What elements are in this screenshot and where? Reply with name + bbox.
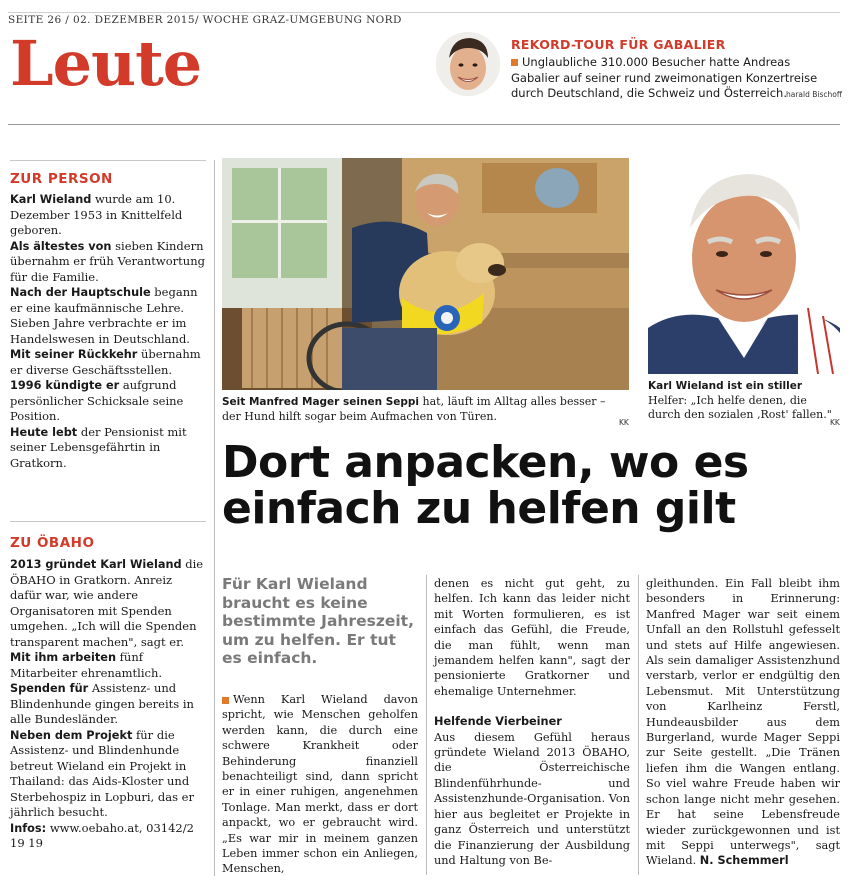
- bullet-square-icon: [511, 59, 518, 66]
- article-lead: Für Karl Wieland braucht es keine bestimmte Jahreszeit, um zu helfen. Er tut es einfach.: [222, 575, 414, 667]
- obaho-fact: Spenden für Assistenz- und Blindenhunde gingen bereits in alle Bundesländer.: [10, 681, 194, 726]
- obaho-heading: ZU ÖBAHO: [10, 535, 95, 551]
- person-fact: Heute lebt der Pensionist mit seiner Lebensgefährtin in Gratkorn.: [10, 424, 187, 470]
- obaho-fact: Mit ihm arbeiten fünf Mitarbeiter ehrenamtlich.: [10, 650, 163, 680]
- person-fact: Als ältestes von sieben Kindern übernahm er früh Verantwortung für die Familie.: [10, 238, 205, 284]
- obaho-fact: Infos: www.oebaho.at, 03142/2 19 19: [10, 820, 194, 850]
- top-rule: [8, 12, 840, 13]
- portrait-credit: KK: [830, 418, 840, 427]
- section-title: Leute: [10, 27, 202, 100]
- teaser-photo: [436, 32, 500, 96]
- person-facts: [10, 192, 206, 471]
- sidebar-rule-top: [10, 160, 206, 161]
- column-divider-2: [638, 575, 639, 875]
- article-column-3: [646, 576, 840, 869]
- teaser-body: Unglaubliche 310.000 Besucher hatte Andreas Gabalier auf seiner rund zweimonatigen Konzertreise durch Deutschland, die Schweiz und Österreich.: [511, 55, 818, 100]
- person-heading: ZUR PERSON: [10, 171, 113, 187]
- column-2-text-b: Aus diesem Gefühl heraus gründete Wieland 2013 ÖBAHO, die Österreichische Blindenführhunde- und Assistenzhunde-Organisation. Von hier aus begleitet er Projekte in ganz Österreich und unterstützt die Finanzierung der Ausbildung und Haltung von Be-: [434, 730, 630, 867]
- person-fact: Mit seiner Rückkehr übernahm er diverse Geschäftsstellen.: [10, 347, 201, 377]
- person-fact: Karl Wieland wurde am 10. Dezember 1953 in Knittelfeld geboren.: [10, 192, 183, 237]
- main-photo-credit: KK: [619, 418, 629, 427]
- page-line: SEITE 26 / 02. DEZEMBER 2015/ WOCHE GRAZ-UMGEBUNG NORD: [8, 14, 402, 26]
- sidebar-divider: [214, 160, 215, 876]
- article-column-2: [434, 576, 630, 868]
- header-rule: [8, 124, 840, 125]
- person-fact: Nach der Hauptschule begann er eine kaufmännische Lehre. Sieben Jahre verbrachte er im Handelswesen in Deutschland.: [10, 285, 198, 346]
- article-column-1: [222, 692, 418, 877]
- obaho-facts: [10, 557, 206, 852]
- teaser-title: REKORD-TOUR FÜR GABALIER: [511, 37, 726, 52]
- bullet-square-icon: [222, 697, 229, 704]
- person-fact: 1996 kündigte er aufgrund persönlicher Schicksale seine Position.: [10, 378, 184, 423]
- article-subhead: Helfende Vierbeiner: [434, 715, 562, 729]
- main-photo-caption: Seit Manfred Mager seinen Seppi hat, läuft im Alltag alles besser – der Hund hilft sogar beim Aufmachen von Türen.: [222, 395, 606, 423]
- obaho-fact: 2013 gründet Karl Wieland die ÖBAHO in Gratkorn. Anreiz dafür war, wie andere Organisatoren mit Spenden umgehen. „Ich will die Spenden transparent machen", sagt er.: [10, 557, 204, 649]
- teaser-text: [511, 55, 831, 102]
- column-2-text-a: denen es nicht gut geht, zu helfen. Ich kann das leider nicht mit Worten formulieren, es ist einfach das Gefühl, die Freude, die man fühlt, wenn man jemandem helfen kann", sagt der pensionierte Gratkorner und ehemalige Unternehmer.: [434, 577, 630, 698]
- portrait-caption: Karl Wieland ist ein stiller Helfer: „Ich helfe denen, die durch den sozialen ‚Rost' fallen.": [648, 380, 832, 421]
- portrait-photo: [648, 158, 840, 374]
- teaser-credit: harald Bischoff: [786, 90, 843, 99]
- sidebar-rule-mid: [10, 521, 206, 522]
- column-1-text: Wenn Karl Wieland davon spricht, wie Menschen geholfen werden kann, die durch eine schwere Krankheit oder Behinderung finanziell benachteiligt sind, dann spricht er in einer ruhigen, angenehmen Tonlage. Man merkt, dass er dort anpackt, wo er gebraucht wird. „Es war mir in meinem ganzen Leben immer schon ein Anliegen, Menschen,: [222, 693, 418, 876]
- obaho-fact: Neben dem Projekt für die Assistenz- und Blindenhunde betreut Wieland ein Projekt in Thailand: das Aids-Kloster und Sterbehospiz in Lopburi, das er jährlich besucht.: [10, 727, 194, 819]
- article-author: N. Schemmerl: [699, 854, 789, 868]
- main-photo: [222, 158, 629, 390]
- column-divider-1: [426, 575, 427, 875]
- column-3-text: gleithunden. Ein Fall bleibt ihm besonders in Erinnerung: Manfred Mager war seit einem Unfall an den Rollstuhl gefesselt und stets auf Hilfe angewiesen. Als sein damaliger Assistenzhund verstarb, verlor er endgültig den Lebensmut. Mit Unterstützung von Karlheinz Ferstl, Hundeausbilder aus dem Burgerland, wurde Mager Seppi zur Seite gestellt. „Die Tränen liefen ihm die Wangen entlang. So viel wahre Freude haben wir schon lange nicht mehr gesehen. Er hat seine Lebensfreude wieder zurückgewonnen und ist mit Seppi unterwegs", sagt Wieland.: [646, 577, 840, 868]
- article-headline: Dort anpacken, wo es einfach zu helfen gilt: [222, 437, 749, 534]
